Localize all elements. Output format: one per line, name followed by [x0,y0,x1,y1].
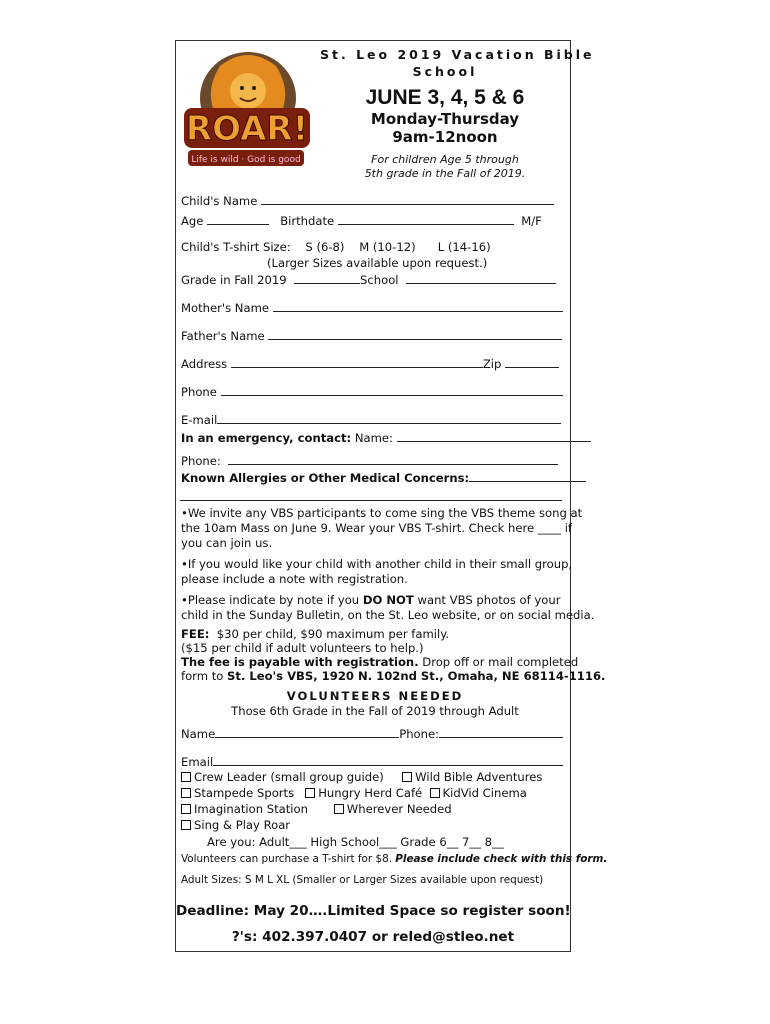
deadline: Deadline: May 20….Limited Space so register soon! [176,903,571,919]
are-you-row[interactable]: Are you: Adult___ High School___ Grade 6__ 7__ 8__ [207,835,504,849]
phone-field[interactable]: Phone [181,385,563,399]
volunteers-heading: VOLUNTEERS NEEDED [286,689,464,703]
allergies-line [180,500,562,501]
fee-line2: ($15 per child if adult volunteers to help.) [181,641,424,655]
volunteer-name-field[interactable]: Name Phone: [181,727,563,741]
mail-address-line: form to St. Leo's VBS, 1920 N. 102nd St., Omaha, NE 68114-1116. [181,669,606,683]
event-dates: JUNE 3, 4, 5 & 6 [365,86,525,109]
child-name-field[interactable]: Child's Name [181,194,554,208]
event-time: 9am-12noon [392,128,498,146]
logo-text: ROAR! [185,109,309,149]
event-days: Monday-Thursday [370,110,520,128]
note-sing-line2: the 10am Mass on June 9. Wear your VBS T-shirt. Check here ____ if [181,521,573,535]
title-line2: School [412,64,478,79]
note-sing-line1: •We invite any VBS participants to come sing the VBS theme song at [181,506,583,520]
payable-line: The fee is payable with registration. Drop off or mail completed [181,655,579,669]
grade-school-field[interactable]: Grade in Fall 2019 School [181,273,556,287]
checkbox-wherever[interactable]: Wherever Needed [334,802,452,816]
volunteers-sub: Those 6th Grade in the Fall of 2019 through Adult [231,704,519,718]
larger-sizes-note: (Larger Sizes available upon request.) [267,256,488,270]
age-field[interactable]: Age Birthdate M/F [181,214,542,228]
ages-line1: For children Age 5 through [371,153,519,166]
address-field[interactable]: Address Zip [181,357,559,371]
checkbox-crew-leader[interactable]: Crew Leader (small group guide) [181,770,384,784]
note-group-line1: •If you would like your child with another child in their small group, [181,557,573,571]
note-photo-line1: •Please indicate by note if you DO NOT want VBS photos of your [181,593,561,607]
father-name-field[interactable]: Father's Name [181,329,562,343]
checkbox-imagination[interactable]: Imagination Station [181,802,308,816]
logo-tagline: Life is wild · God is good [191,155,301,165]
allergies-field[interactable]: Known Allergies or Other Medical Concerns: [181,471,586,485]
emergency-phone-field[interactable]: Phone: [181,454,558,468]
note-photo-line2: child in the Sunday Bulletin, on the St. Leo website, or on social media. [181,608,595,622]
volunteer-tshirt-note: Volunteers can purchase a T-shirt for $8. Please include check with this form. [181,853,608,865]
volunteer-email-field[interactable]: Email [181,755,563,769]
note-sing-line3: you can join us. [181,536,273,550]
checkbox-sing-play[interactable]: Sing & Play Roar [181,818,290,832]
emergency-field[interactable]: In an emergency, contact: Name: [181,431,591,445]
adult-sizes-row: Adult Sizes: S M L XL (Smaller or Larger Sizes available upon request) [181,874,544,886]
tshirt-size-row: Child's T-shirt Size: S (6-8) M (10-12) L (14-16) [181,240,491,254]
checkbox-hungry-herd[interactable]: Hungry Herd Café [305,786,422,800]
note-group-line2: please include a note with registration. [181,572,408,586]
option-row2 [181,786,527,800]
option-row1 [181,770,542,784]
checkbox-kidvid[interactable]: KidVid Cinema [430,786,527,800]
checkbox-wild-bible[interactable]: Wild Bible Adventures [402,770,542,784]
mother-name-field[interactable]: Mother's Name [181,301,563,315]
title-line1: St. Leo 2019 Vacation Bible [320,47,595,62]
option-row3 [181,802,452,816]
fee-line1: FEE: $30 per child, $90 maximum per family. [181,627,450,641]
checkbox-stampede-sports[interactable]: Stampede Sports [181,786,294,800]
ages-line2: 5th grade in the Fall of 2019. [364,167,526,180]
contact-info: ?'s: 402.397.0407 or reled@stleo.net [231,929,515,945]
roar-logo [180,46,315,171]
email-field[interactable]: E-mail [181,413,561,427]
